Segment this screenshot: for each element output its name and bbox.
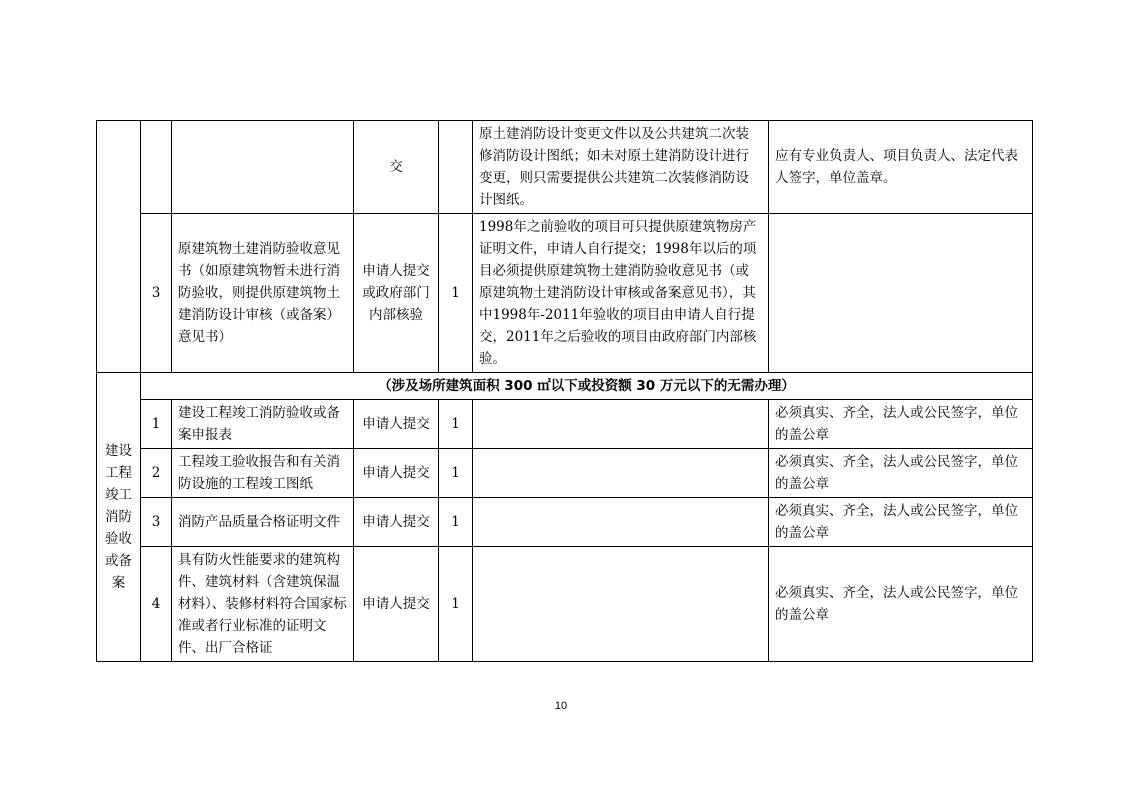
table-row [97, 373, 1033, 400]
material-name: 具有防火性能要求的建筑构件、建筑材料（含建筑保温材料）、装修材料符合国家标准或者行业标准的证明文件、出厂合格证 [172, 547, 354, 662]
table-row [97, 400, 1033, 449]
copy-count: 1 [439, 214, 473, 373]
material-requirement: 必须真实、齐全，法人或公民签字，单位的盖公章 [769, 547, 1033, 662]
copy-count: 1 [439, 547, 473, 662]
material-name: 原建筑物土建消防验收意见书（如原建筑物暂未进行消防验收，则提供原建筑物土建消防设计审核（或备案）意见书） [172, 214, 354, 373]
copy-count: 1 [439, 449, 473, 498]
table-row [97, 449, 1033, 498]
submission-method: 交 [354, 121, 439, 214]
category-cell-empty [97, 121, 141, 373]
material-note: 1998年之前验收的项目可只提供原建筑物房产证明文件，申请人自行提交；1998年以后的项目必须提供原建筑物土建消防验收意见书（或原建筑物土建消防设计审核或备案意见书），其中1998年-2011年验收的项目由申请人自行提交，2011年之后验收的项目由政府部门内部核验。 [473, 214, 769, 373]
material-name: 消防产品质量合格证明文件 [172, 498, 354, 547]
submission-method: 申请人提交 [354, 449, 439, 498]
material-requirement: 必须真实、齐全，法人或公民签字，单位的盖公章 [769, 449, 1033, 498]
copy-count [439, 121, 473, 214]
row-number [141, 121, 172, 214]
section-banner: （涉及场所建筑面积 300 ㎡以下或投资额 30 万元以下的无需办理） [141, 373, 1033, 400]
material-note: 原土建消防设计变更文件以及公共建筑二次装修消防设计图纸；如未对原土建消防设计进行变更，则只需要提供公共建筑二次装修消防设计图纸。 [473, 121, 769, 214]
row-number: 1 [141, 400, 172, 449]
table-row [97, 214, 1033, 373]
material-requirement: 必须真实、齐全，法人或公民签字，单位的盖公章 [769, 498, 1033, 547]
copy-count: 1 [439, 400, 473, 449]
submission-method: 申请人提交 [354, 547, 439, 662]
copy-count: 1 [439, 498, 473, 547]
row-number: 3 [141, 498, 172, 547]
submission-method: 申请人提交 [354, 498, 439, 547]
submission-method: 申请人提交或政府部门内部核验 [354, 214, 439, 373]
row-number: 3 [141, 214, 172, 373]
requirements-table [96, 120, 1033, 662]
submission-method: 申请人提交 [354, 400, 439, 449]
material-note [473, 449, 769, 498]
page-number: 10 [554, 700, 568, 712]
row-number: 4 [141, 547, 172, 662]
table-row [97, 121, 1033, 214]
table-row [97, 498, 1033, 547]
material-name [172, 121, 354, 214]
category-label: 建设工程竣工消防验收或备案 [97, 373, 141, 662]
material-requirement: 必须真实、齐全，法人或公民签字，单位的盖公章 [769, 400, 1033, 449]
material-name: 建设工程竣工消防验收或备案申报表 [172, 400, 354, 449]
material-requirement: 应有专业负责人、项目负责人、法定代表人签字，单位盖章。 [769, 121, 1033, 214]
row-number: 2 [141, 449, 172, 498]
material-note [473, 400, 769, 449]
material-note [473, 547, 769, 662]
table-row [97, 547, 1033, 662]
material-note [473, 498, 769, 547]
material-name: 工程竣工验收报告和有关消防设施的工程竣工图纸 [172, 449, 354, 498]
material-requirement [769, 214, 1033, 373]
